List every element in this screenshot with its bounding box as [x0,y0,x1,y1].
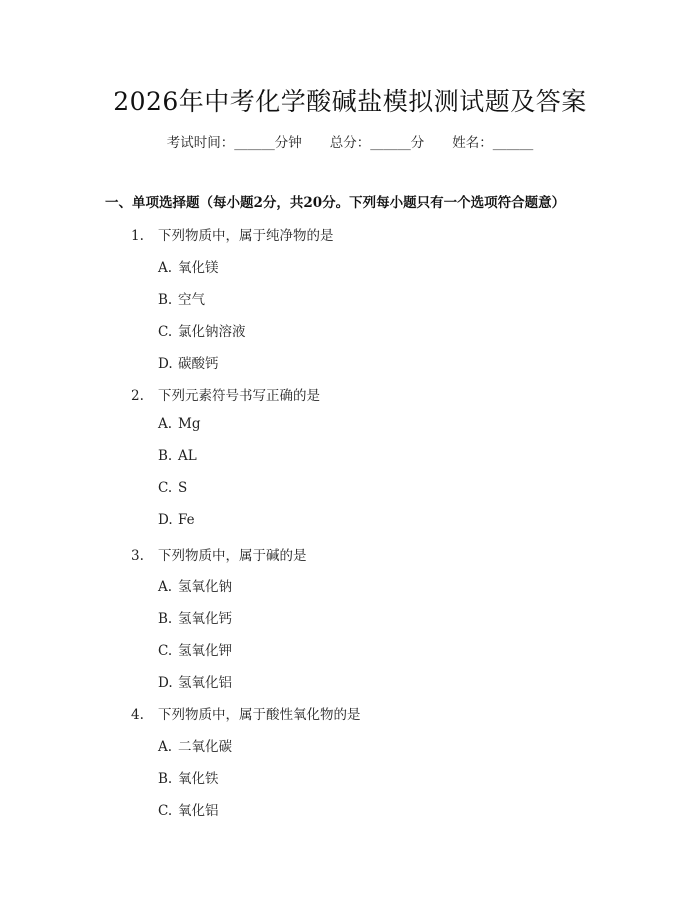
option-text: 氢氧化钠 [178,579,232,595]
option-text: AL [178,448,197,464]
question-2-option-d [158,512,195,528]
question-number: 1. [131,228,144,244]
question-3-option-d [158,671,232,691]
question-text: 下列物质中，属于纯净物的是 [158,228,334,244]
question-2-option-b [158,448,197,464]
option-letter: D. [158,512,173,528]
question-4-option-a [158,735,232,755]
option-letter: B. [158,448,173,464]
option-text: 氯化钠溶液 [178,324,246,340]
question-2-option-a [158,416,200,432]
option-letter: D. [158,356,173,372]
question-1-option-a [158,256,219,276]
total-score: 总分：______分 [329,135,425,151]
option-text: 二氧化碳 [178,739,232,755]
question-4 [131,703,361,723]
option-text: 氧化镁 [178,260,219,276]
question-2 [131,384,320,404]
option-letter: A. [158,739,173,755]
option-letter: B. [158,771,173,787]
option-letter: D. [158,675,173,691]
question-4-option-c [158,799,219,819]
student-name: 姓名：______ [452,135,534,151]
option-letter: A. [158,416,173,432]
section-heading: 一、单项选择题（每小题2分，共20分。下列每小题只有一个选项符合题意） [105,195,566,211]
page-title: 2026年中考化学酸碱盐模拟测试题及答案 [113,87,587,116]
question-number: 4. [131,707,144,723]
option-letter: C. [158,324,173,340]
exam-info [0,131,700,151]
question-text: 下列物质中，属于碱的是 [158,548,307,564]
question-number: 3. [131,548,144,564]
option-text: 碳酸钙 [178,356,219,372]
question-4-option-b [158,767,219,787]
option-text: 空气 [178,292,205,308]
question-text: 下列物质中，属于酸性氧化物的是 [158,707,361,723]
option-text: 氧化铁 [178,771,219,787]
question-2-option-c [158,480,187,496]
question-1-option-b [158,288,205,308]
question-3-option-a [158,575,232,595]
question-text: 下列元素符号书写正确的是 [158,388,320,404]
question-1-option-d [158,352,219,372]
option-text: S [178,480,188,496]
option-text: 氢氧化铝 [178,675,232,691]
option-text: Fe [178,512,195,528]
question-3-option-c [158,639,232,659]
option-letter: C. [158,643,173,659]
option-letter: A. [158,579,173,595]
option-text: 氧化铝 [178,803,219,819]
option-letter: B. [158,292,173,308]
question-3 [131,544,307,564]
option-text: 氢氧化钾 [178,643,232,659]
option-letter: A. [158,260,173,276]
option-letter: B. [158,611,173,627]
question-3-option-b [158,607,232,627]
question-number: 2. [131,388,144,404]
question-1 [131,224,334,244]
question-1-option-c [158,320,246,340]
exam-time: 考试时间：______分钟 [166,135,302,151]
option-letter: C. [158,803,173,819]
option-letter: C. [158,480,173,496]
option-text: Mg [178,416,201,432]
option-text: 氢氧化钙 [178,611,232,627]
